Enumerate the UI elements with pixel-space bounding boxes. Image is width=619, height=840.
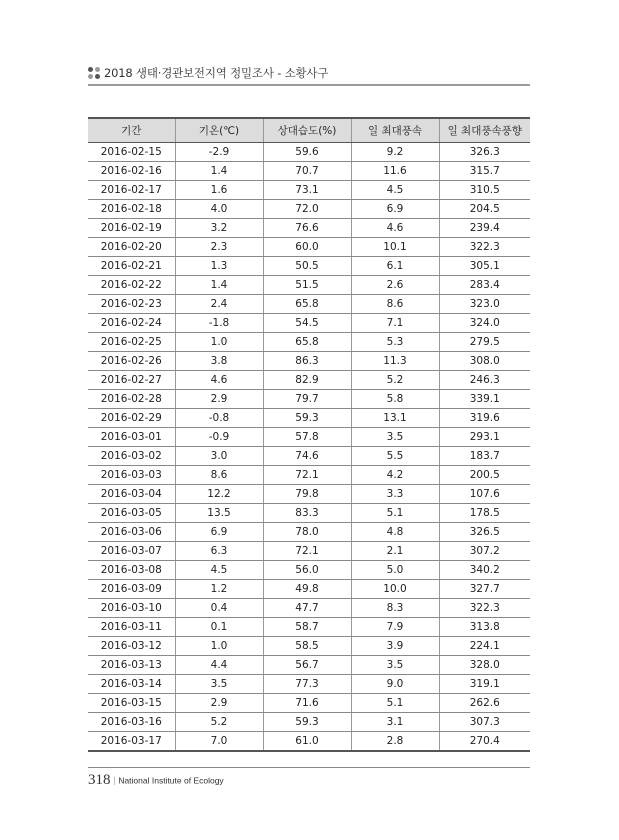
table-cell: 11.3 — [351, 352, 439, 371]
table-cell: 13.1 — [351, 409, 439, 428]
table-cell: 6.1 — [351, 257, 439, 276]
table-cell: 315.7 — [439, 162, 530, 181]
table-cell: 319.1 — [439, 675, 530, 694]
table-cell: 4.6 — [351, 219, 439, 238]
table-cell: 72.1 — [263, 466, 351, 485]
table-cell: 5.2 — [175, 713, 263, 732]
table-cell: 239.4 — [439, 219, 530, 238]
table-row — [88, 599, 530, 618]
table-cell: 10.0 — [351, 580, 439, 599]
table-cell: 107.6 — [439, 485, 530, 504]
table-cell: 2016-02-16 — [88, 162, 175, 181]
table-cell: 2016-03-12 — [88, 637, 175, 656]
table-cell: 9.2 — [351, 143, 439, 162]
table-cell: 279.5 — [439, 333, 530, 352]
table-row — [88, 618, 530, 637]
table-cell: 8.6 — [175, 466, 263, 485]
table-cell: 86.3 — [263, 352, 351, 371]
table-cell: 1.4 — [175, 162, 263, 181]
table-cell: 1.0 — [175, 333, 263, 352]
table-cell: 310.5 — [439, 181, 530, 200]
table-cell: 10.1 — [351, 238, 439, 257]
table-cell: 79.8 — [263, 485, 351, 504]
table-cell: 4.0 — [175, 200, 263, 219]
table-cell: 12.2 — [175, 485, 263, 504]
table-cell: 82.9 — [263, 371, 351, 390]
table-cell: 183.7 — [439, 447, 530, 466]
table-cell: 2016-03-11 — [88, 618, 175, 637]
table-cell: 6.9 — [175, 523, 263, 542]
table-row — [88, 371, 530, 390]
table-cell: 8.3 — [351, 599, 439, 618]
table-cell: 2016-03-01 — [88, 428, 175, 447]
table-cell: 58.5 — [263, 637, 351, 656]
table-cell: 2016-03-15 — [88, 694, 175, 713]
table-cell: 246.3 — [439, 371, 530, 390]
table-cell: 8.6 — [351, 295, 439, 314]
table-cell: 51.5 — [263, 276, 351, 295]
table-cell: 178.5 — [439, 504, 530, 523]
table-cell: 4.4 — [175, 656, 263, 675]
table-cell: 59.3 — [263, 409, 351, 428]
table-cell: 328.0 — [439, 656, 530, 675]
table-cell: 323.0 — [439, 295, 530, 314]
table-cell: 4.2 — [351, 466, 439, 485]
table-row — [88, 694, 530, 713]
table-cell: 5.1 — [351, 694, 439, 713]
table-cell: 5.3 — [351, 333, 439, 352]
table-cell: 65.8 — [263, 295, 351, 314]
table-cell: 72.0 — [263, 200, 351, 219]
column-header: 기온(℃) — [175, 118, 263, 143]
table-cell: -2.9 — [175, 143, 263, 162]
table-cell: 3.1 — [351, 713, 439, 732]
table-row — [88, 580, 530, 599]
dot-icon — [95, 74, 100, 79]
table-cell: 3.5 — [351, 656, 439, 675]
table-row — [88, 447, 530, 466]
table-row — [88, 713, 530, 732]
table-cell: 50.5 — [263, 257, 351, 276]
table-cell: 2016-03-06 — [88, 523, 175, 542]
table-cell: 79.7 — [263, 390, 351, 409]
table-cell: 71.6 — [263, 694, 351, 713]
table-cell: 2016-02-27 — [88, 371, 175, 390]
table-cell: 340.2 — [439, 561, 530, 580]
table-row — [88, 238, 530, 257]
table-cell: 7.1 — [351, 314, 439, 333]
table-cell: 2.1 — [351, 542, 439, 561]
table-cell: 56.7 — [263, 656, 351, 675]
table-row — [88, 409, 530, 428]
table-cell: 5.8 — [351, 390, 439, 409]
table-row — [88, 257, 530, 276]
table-cell: 1.4 — [175, 276, 263, 295]
column-header: 일 최대풍속 — [351, 118, 439, 143]
table-cell: 308.0 — [439, 352, 530, 371]
table-row — [88, 219, 530, 238]
table-cell: 4.5 — [351, 181, 439, 200]
running-header — [88, 64, 530, 84]
table-row — [88, 466, 530, 485]
table-cell: 2016-02-15 — [88, 143, 175, 162]
table-cell: 1.6 — [175, 181, 263, 200]
table-cell: 2016-02-29 — [88, 409, 175, 428]
table-row — [88, 675, 530, 694]
table-cell: 54.5 — [263, 314, 351, 333]
table-row — [88, 200, 530, 219]
table-cell: 3.9 — [351, 637, 439, 656]
table-cell: 70.7 — [263, 162, 351, 181]
table-cell: 73.1 — [263, 181, 351, 200]
table-cell: 2016-03-10 — [88, 599, 175, 618]
table-cell: 2016-03-17 — [88, 732, 175, 752]
column-header: 기간 — [88, 118, 175, 143]
table-cell: 2.4 — [175, 295, 263, 314]
table-row — [88, 333, 530, 352]
table-cell: 3.3 — [351, 485, 439, 504]
table-cell: 76.6 — [263, 219, 351, 238]
page-footer — [88, 771, 224, 789]
table-cell: 204.5 — [439, 200, 530, 219]
table-cell: 2016-02-26 — [88, 352, 175, 371]
table-cell: 9.0 — [351, 675, 439, 694]
table-cell: 2016-03-13 — [88, 656, 175, 675]
table-cell: 2016-02-25 — [88, 333, 175, 352]
table-cell: 0.1 — [175, 618, 263, 637]
table-cell: 6.3 — [175, 542, 263, 561]
column-header: 일 최대풍속풍향 — [439, 118, 530, 143]
table-cell: 3.5 — [175, 675, 263, 694]
table-cell: 72.1 — [263, 542, 351, 561]
column-header: 상대습도(%) — [263, 118, 351, 143]
table-cell: 262.6 — [439, 694, 530, 713]
table-row — [88, 732, 530, 752]
table-cell: 78.0 — [263, 523, 351, 542]
table-cell: 5.5 — [351, 447, 439, 466]
table-cell: 74.6 — [263, 447, 351, 466]
table-row — [88, 561, 530, 580]
table-cell: 2016-03-05 — [88, 504, 175, 523]
table-cell: 3.2 — [175, 219, 263, 238]
footer-publisher: National Institute of Ecology — [118, 775, 224, 786]
table-cell: 2.9 — [175, 390, 263, 409]
table-cell: 49.8 — [263, 580, 351, 599]
table-cell: 2.6 — [351, 276, 439, 295]
header-divider — [88, 84, 530, 86]
table-cell: 307.2 — [439, 542, 530, 561]
table-cell: 2.9 — [175, 694, 263, 713]
table-cell: 2016-02-17 — [88, 181, 175, 200]
table-cell: 224.1 — [439, 637, 530, 656]
page-number: 318 — [88, 771, 111, 788]
table-cell: 326.5 — [439, 523, 530, 542]
table-cell: 59.3 — [263, 713, 351, 732]
table-cell: 77.3 — [263, 675, 351, 694]
table-cell: 47.7 — [263, 599, 351, 618]
table-cell: 270.4 — [439, 732, 530, 752]
table-cell: 2016-02-22 — [88, 276, 175, 295]
table-row — [88, 656, 530, 675]
table-cell: 2016-03-08 — [88, 561, 175, 580]
table-cell: 5.2 — [351, 371, 439, 390]
table-cell: 322.3 — [439, 238, 530, 257]
table-cell: 61.0 — [263, 732, 351, 752]
table-cell: 2016-03-14 — [88, 675, 175, 694]
table-cell: 2016-03-02 — [88, 447, 175, 466]
table-cell: 11.6 — [351, 162, 439, 181]
table-cell: 5.0 — [351, 561, 439, 580]
table-cell: 2016-02-18 — [88, 200, 175, 219]
table-cell: 6.9 — [351, 200, 439, 219]
table-row — [88, 523, 530, 542]
table-cell: 2016-02-28 — [88, 390, 175, 409]
dot-icon — [88, 74, 93, 79]
table-cell: 4.5 — [175, 561, 263, 580]
header-title: 2018 생태·경관보전지역 정밀조사 - 소황사구 — [104, 66, 329, 80]
table-cell: 4.8 — [351, 523, 439, 542]
table-row — [88, 390, 530, 409]
table-row — [88, 295, 530, 314]
table-cell: 0.4 — [175, 599, 263, 618]
weather-data-table — [88, 117, 530, 752]
table-cell: -0.8 — [175, 409, 263, 428]
table-cell: 2016-03-07 — [88, 542, 175, 561]
table-row — [88, 485, 530, 504]
table-cell: 307.3 — [439, 713, 530, 732]
table-cell: 326.3 — [439, 143, 530, 162]
table-cell: 1.0 — [175, 637, 263, 656]
table-cell: 2016-03-04 — [88, 485, 175, 504]
table-cell: 200.5 — [439, 466, 530, 485]
table-row — [88, 314, 530, 333]
table-cell: 3.5 — [351, 428, 439, 447]
table-row — [88, 276, 530, 295]
table-cell: 3.8 — [175, 352, 263, 371]
table-cell: 2.3 — [175, 238, 263, 257]
table-cell: -1.8 — [175, 314, 263, 333]
table-row — [88, 428, 530, 447]
table-cell: 324.0 — [439, 314, 530, 333]
table-cell: 2016-02-20 — [88, 238, 175, 257]
table-cell: 1.2 — [175, 580, 263, 599]
dot-icon — [95, 67, 100, 72]
table-cell: 2016-02-24 — [88, 314, 175, 333]
table-row — [88, 181, 530, 200]
dot-icon — [88, 67, 93, 72]
table-cell: 58.7 — [263, 618, 351, 637]
table-cell: 2016-02-21 — [88, 257, 175, 276]
table-cell: 83.3 — [263, 504, 351, 523]
table-header-row — [88, 118, 530, 143]
table-cell: 57.8 — [263, 428, 351, 447]
table-cell: 1.3 — [175, 257, 263, 276]
table-cell: 60.0 — [263, 238, 351, 257]
table-cell: 65.8 — [263, 333, 351, 352]
table-cell: 59.6 — [263, 143, 351, 162]
table-cell: -0.9 — [175, 428, 263, 447]
table-cell: 2016-03-09 — [88, 580, 175, 599]
table-cell: 5.1 — [351, 504, 439, 523]
bullet-dots-icon — [88, 67, 100, 79]
table-cell: 56.0 — [263, 561, 351, 580]
table-row — [88, 143, 530, 162]
table-body — [88, 143, 530, 752]
table-cell: 327.7 — [439, 580, 530, 599]
table-cell: 7.9 — [351, 618, 439, 637]
table-cell: 2016-02-23 — [88, 295, 175, 314]
table-row — [88, 162, 530, 181]
table-cell: 7.0 — [175, 732, 263, 752]
table-cell: 319.6 — [439, 409, 530, 428]
table-row — [88, 504, 530, 523]
table-row — [88, 637, 530, 656]
table-cell: 322.3 — [439, 599, 530, 618]
table-cell: 339.1 — [439, 390, 530, 409]
table-row — [88, 352, 530, 371]
table-cell: 13.5 — [175, 504, 263, 523]
table-cell: 3.0 — [175, 447, 263, 466]
table-row — [88, 542, 530, 561]
table-cell: 313.8 — [439, 618, 530, 637]
table-cell: 2016-03-16 — [88, 713, 175, 732]
footer-separator: | — [113, 775, 116, 786]
table-cell: 305.1 — [439, 257, 530, 276]
table-cell: 283.4 — [439, 276, 530, 295]
footer-divider — [88, 767, 530, 768]
table-cell: 293.1 — [439, 428, 530, 447]
table-cell: 2016-03-03 — [88, 466, 175, 485]
table-cell: 4.6 — [175, 371, 263, 390]
table-cell: 2.8 — [351, 732, 439, 752]
table-cell: 2016-02-19 — [88, 219, 175, 238]
